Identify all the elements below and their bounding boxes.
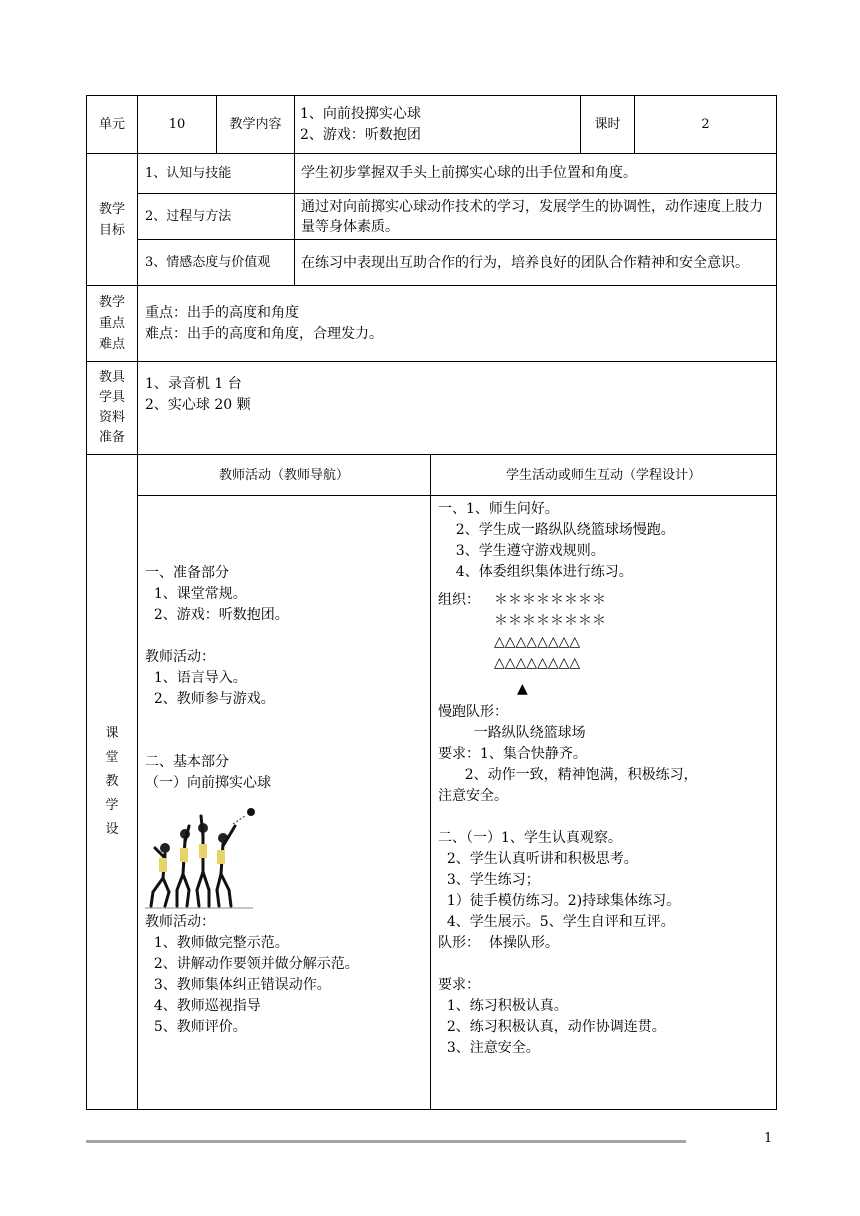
- student-line: 队形： 体操队形。: [438, 935, 559, 951]
- student-line: 一路纵队绕篮球场: [438, 725, 586, 741]
- student-activity-part2: [438, 702, 774, 1059]
- design-label-char: 设: [105, 822, 119, 837]
- teacher-line: 2、讲解动作要领并做分解示范。: [145, 956, 359, 972]
- student-line: 2、学生认真听讲和积极思考。: [438, 851, 638, 867]
- teacher-line: [145, 626, 427, 647]
- student-line: 2、动作一致，精神饱满，积极练习，: [438, 767, 698, 783]
- formation-row-students: △△△△△△△△: [494, 634, 581, 650]
- student-line: 4、体委组织集体进行练习。: [438, 564, 633, 580]
- design-label-char: 学: [105, 798, 119, 813]
- equipment-label-line: 准备: [98, 430, 125, 445]
- teacher-line: [145, 731, 427, 752]
- student-line: 二、（一）1、学生认真观察。: [438, 830, 622, 846]
- formation-row-students: ＊＊＊＊＊＊＊＊: [494, 613, 606, 629]
- formation-row-students: ＊＊＊＊＊＊＊＊: [494, 592, 606, 608]
- period-label: 课时: [594, 117, 621, 132]
- equipment-label: [87, 362, 137, 454]
- formation-teacher-marker: ▲: [517, 681, 528, 697]
- period-value: 2: [701, 117, 710, 132]
- page-number: 1: [764, 1131, 773, 1146]
- student-line: 要求：1、集合快静齐。: [438, 746, 587, 762]
- objective-label-cognitive: 1、认知与技能: [145, 166, 232, 181]
- keypoint-line: 重点：出手的高度和角度: [145, 304, 299, 321]
- equipment-label-line: 资料: [98, 410, 125, 425]
- teacher-line: [145, 710, 427, 731]
- footer-divider: [86, 1140, 686, 1143]
- design-label-char: 教: [105, 774, 119, 789]
- student-activity-part1: [438, 499, 774, 583]
- teacher-line: 5、教师评价。: [145, 1019, 247, 1035]
- teacher-line: 3、教师集体纠正错误动作。: [145, 977, 331, 993]
- teacher-line: 1、课堂常规。: [145, 586, 247, 602]
- formation-row-students: △△△△△△△△: [494, 655, 581, 671]
- keypoint-line: 难点：出手的高度和角度，合理发力。: [145, 325, 383, 342]
- student-line: 3、学生遵守游戏规则。: [438, 543, 605, 559]
- teacher-line: 教师活动：: [145, 649, 215, 665]
- equipment-text: [145, 374, 773, 416]
- teacher-line: 4、教师巡视指导: [145, 998, 261, 1014]
- unit-label: 单元: [98, 117, 125, 132]
- student-line: 注意安全。: [438, 788, 508, 804]
- keypoints-label-line: 重点: [98, 316, 125, 331]
- student-line: 2、学生成一路纵队绕篮球场慢跑。: [438, 522, 675, 538]
- equipment-line: 1、录音机 1 台: [145, 376, 242, 392]
- unit-value: 10: [168, 117, 186, 132]
- objective-text-cognitive: 学生初步掌握双手头上前掷实心球的出手位置和角度。: [301, 165, 637, 181]
- student-line: 一、1、师生问好。: [438, 501, 559, 517]
- design-label-char: 堂: [105, 750, 119, 765]
- teacher-line: （一）向前掷实心球: [145, 775, 271, 791]
- student-line: [438, 954, 774, 975]
- student-line: 1、练习积极认真。: [438, 998, 568, 1014]
- equipment-line: 2、实心球 20 颗: [145, 397, 251, 413]
- teacher-activity-part2: [145, 912, 427, 1038]
- equipment-label-line: 学具: [98, 390, 125, 405]
- student-line: 慢跑队形：: [438, 704, 508, 720]
- objective-text-attitude: 在练习中表现出互助合作的行为，培养良好的团队合作精神和安全意识。: [301, 254, 749, 271]
- content-line: 2、游戏：听数抱团: [300, 126, 421, 143]
- teacher-line: 一、准备部分: [145, 565, 229, 581]
- keypoints-label-line: 难点: [98, 337, 125, 352]
- keypoints-text: [145, 286, 773, 361]
- objective-text-process: 通过对向前掷实心球动作技术的学习，发展学生的协调性，动作速度上肢力量等身体素质。: [301, 198, 763, 235]
- formation-diagram: [494, 590, 694, 674]
- shot-put-sequence-illustration: [143, 808, 263, 912]
- teacher-line: 1、教师做完整示范。: [145, 935, 289, 951]
- student-line: 3、注意安全。: [438, 1040, 540, 1056]
- teacher-activity-header: 教师活动（教师导航）: [218, 467, 349, 483]
- student-activity-header: 学生活动或师生互动（学程设计）: [505, 467, 701, 483]
- student-line: 2、练习积极认真，动作协调连贯。: [438, 1019, 666, 1035]
- student-line: [438, 807, 774, 828]
- student-line: 3、学生练习；: [438, 872, 540, 888]
- teacher-line: 二、基本部分: [145, 754, 229, 770]
- design-label-char: 课: [105, 726, 119, 741]
- objectives-label: [87, 154, 137, 285]
- student-line: 1）徒手模仿练习。2)持球集体练习。: [438, 893, 681, 909]
- teacher-activity-part1: [145, 563, 427, 794]
- teacher-line: 1、语言导入。: [145, 670, 247, 686]
- objective-label-process: 2、过程与方法: [145, 209, 232, 224]
- objectives-label-line: 教学: [98, 201, 125, 217]
- content-label: 教学内容: [229, 117, 282, 132]
- objective-label-attitude: 3、情感态度与价值观: [145, 255, 271, 270]
- teacher-line: 2、教师参与游戏。: [145, 691, 275, 707]
- content-value: [300, 96, 578, 153]
- teacher-line: 教师活动：: [145, 914, 215, 930]
- design-label: [87, 455, 137, 1109]
- keypoints-label-line: 教学: [98, 295, 125, 310]
- student-line: 要求：: [438, 977, 480, 993]
- content-line: 1、向前投掷实心球: [300, 105, 421, 122]
- student-line: 4、学生展示。5、学生自评和互评。: [438, 914, 675, 930]
- formation-label: 组织：: [438, 592, 480, 608]
- objectives-label-line: 目标: [98, 222, 125, 238]
- teacher-line: 2、游戏：听数抱团。: [145, 607, 289, 623]
- keypoints-label: [87, 286, 137, 361]
- equipment-label-line: 教具: [98, 370, 125, 385]
